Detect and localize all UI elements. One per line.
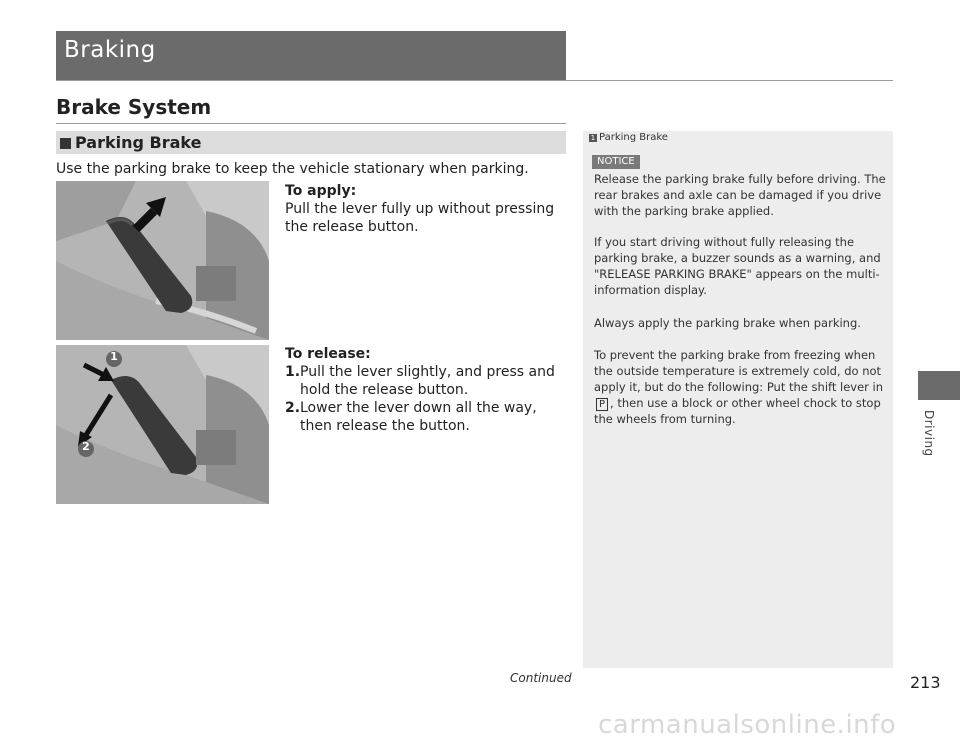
subsection-title xyxy=(60,131,201,154)
subsection-title-text: Parking Brake xyxy=(75,133,202,152)
release-step-2 xyxy=(285,399,565,435)
reference-badge-icon: 1 xyxy=(590,134,596,142)
apply-illustration xyxy=(56,181,269,340)
sidebar-paragraph-4 xyxy=(594,347,886,427)
chapter-edge-label: Driving xyxy=(922,410,936,457)
sidebar-paragraph-3: Always apply the parking brake when parking. xyxy=(594,316,861,330)
intro-text: Use the parking brake to keep the vehicle stationary when parking. xyxy=(56,161,529,177)
step-text: Pull the lever slightly, and press and hold the release button. xyxy=(300,364,555,398)
sidebar-paragraph-4-start: To prevent the parking brake from freezing when the outside temperature is extremely cold, do not apply it, but do the following: Put the shift lever in xyxy=(594,348,884,394)
sidebar-paragraph-2: If you start driving without fully releasing the parking brake, a buzzer sounds as a warning, and "RELEASE PARKING BRAKE" appears on the multi-information display. xyxy=(594,235,881,297)
step-number: 1. xyxy=(285,364,301,380)
watermark: carmanualsonline.info xyxy=(598,710,897,740)
section-title: Brake System xyxy=(56,95,212,119)
step-number: 2. xyxy=(285,400,301,416)
release-illustration xyxy=(56,345,269,504)
continued-label: Continued xyxy=(510,671,572,685)
chapter-title: Braking xyxy=(64,37,156,63)
square-bullet-icon xyxy=(60,138,71,149)
sidebar-label xyxy=(589,132,668,143)
section-divider xyxy=(56,123,566,124)
release-lever-image xyxy=(56,345,269,504)
park-key-icon: P xyxy=(596,398,608,411)
sidebar-paragraph-1: Release the parking brake fully before driving. The rear brakes and axle can be damaged if you drive with the parking brake applied. xyxy=(594,172,886,218)
sidebar-paragraph-4-end: , then use a block or other wheel chock to stop the wheels from turning. xyxy=(594,396,881,426)
callout-1-label: 1 xyxy=(110,350,118,363)
page-number: 213 xyxy=(910,673,941,692)
apply-text: Pull the lever fully up without pressing the release button. xyxy=(285,201,555,235)
callout-2-label: 2 xyxy=(82,440,90,453)
notice-badge: NOTICE xyxy=(592,155,640,169)
sidebar-label-text: Parking Brake xyxy=(599,132,668,143)
chapter-edge-tab xyxy=(918,371,960,400)
release-heading: To release: xyxy=(285,346,371,362)
apply-lever-image xyxy=(56,181,269,340)
apply-heading: To apply: xyxy=(285,183,357,199)
release-step-1 xyxy=(285,363,565,399)
header-divider xyxy=(56,80,893,81)
step-text: Lower the lever down all the way, then release the button. xyxy=(300,400,537,434)
